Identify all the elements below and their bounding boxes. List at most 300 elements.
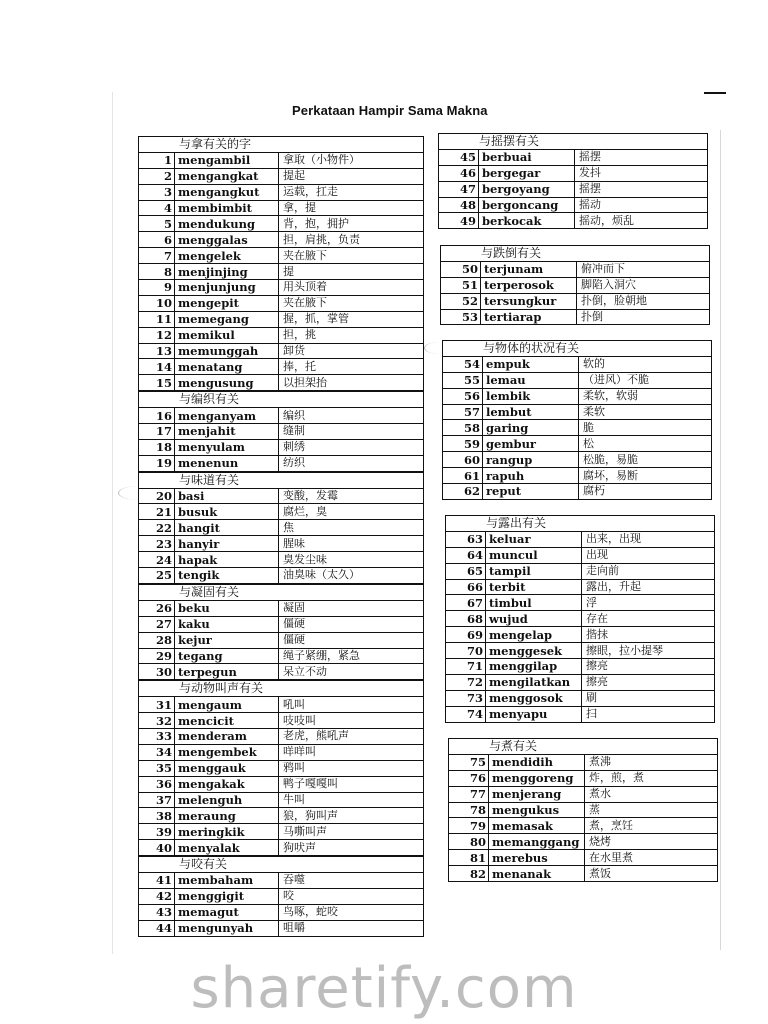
malay-word: mengilatkan [486, 674, 582, 690]
malay-word: lembik [483, 388, 579, 404]
table-row [139, 632, 424, 648]
entry-number: 37 [139, 792, 175, 808]
entry-number: 66 [446, 579, 486, 595]
table-row [139, 439, 424, 455]
entry-number: 70 [446, 643, 486, 659]
vocab-section [138, 472, 424, 584]
malay-word: terjunam [481, 261, 577, 277]
entry-number: 24 [139, 552, 175, 568]
entry-number: 43 [139, 904, 175, 920]
entry-number: 40 [139, 840, 175, 856]
chinese-meaning: 夹在腋下 [279, 248, 424, 264]
table-row [139, 264, 424, 280]
vocab-section [438, 133, 708, 229]
table-row [139, 824, 424, 840]
chinese-meaning: 焦 [279, 520, 424, 536]
entry-number: 56 [443, 388, 483, 404]
table-row [139, 184, 424, 200]
chinese-meaning: 卸货 [279, 343, 424, 359]
entry-number: 4 [139, 200, 175, 216]
malay-word: basi [175, 488, 279, 504]
chinese-meaning: 发抖 [575, 165, 708, 181]
malay-word: merebus [489, 850, 585, 866]
entry-number: 11 [139, 311, 175, 327]
malay-word: terbit [486, 579, 582, 595]
table-row [443, 468, 712, 484]
table-row [139, 504, 424, 520]
watermark-text: sharetify.com [190, 956, 578, 1021]
malay-word: mengelek [175, 248, 279, 264]
entry-number: 8 [139, 264, 175, 280]
malay-word: bergoncang [479, 197, 575, 213]
entry-number: 12 [139, 327, 175, 343]
malay-word: menggauk [175, 760, 279, 776]
table-row [446, 674, 715, 690]
chinese-meaning: 拿，提 [279, 200, 424, 216]
table-row [139, 232, 424, 248]
chinese-meaning: 鸟啄，蛇咬 [279, 904, 424, 920]
table-row [443, 484, 712, 500]
entry-number: 68 [446, 611, 486, 627]
chinese-meaning: 腐烂，臭 [279, 504, 424, 520]
entry-number: 42 [139, 888, 175, 904]
chinese-meaning: 握，抓，掌管 [279, 311, 424, 327]
vocab-table [138, 488, 424, 584]
table-row [139, 808, 424, 824]
table-row [139, 520, 424, 536]
entry-number: 15 [139, 375, 175, 391]
malay-word: menjinjing [175, 264, 279, 280]
malay-word: menanak [489, 866, 585, 882]
table-row [439, 181, 708, 197]
table-row [139, 728, 424, 744]
section-heading: 与编织有关 [138, 391, 424, 407]
table-row [139, 248, 424, 264]
malay-word: berbuai [479, 149, 575, 165]
section-heading: 与跌倒有关 [440, 245, 710, 261]
chinese-meaning: （进风）不脆 [579, 372, 712, 388]
entry-number: 65 [446, 563, 486, 579]
malay-word: mencicit [175, 713, 279, 729]
malay-word: tampil [486, 563, 582, 579]
entry-number: 2 [139, 168, 175, 184]
entry-number: 74 [446, 706, 486, 722]
table-row [439, 213, 708, 229]
table-row [139, 359, 424, 375]
entry-number: 36 [139, 776, 175, 792]
table-row [443, 356, 712, 372]
chinese-meaning: 腥味 [279, 536, 424, 552]
vocab-section [138, 856, 424, 936]
entry-number: 26 [139, 600, 175, 616]
table-row [139, 888, 424, 904]
entry-number: 18 [139, 439, 175, 455]
chinese-meaning: 松脆，易脆 [579, 452, 712, 468]
malay-word: kaku [175, 616, 279, 632]
table-row [139, 168, 424, 184]
entry-number: 54 [443, 356, 483, 372]
chinese-meaning: 脚陷入洞穴 [577, 277, 710, 293]
chinese-meaning: 柔软 [579, 404, 712, 420]
entry-number: 76 [449, 770, 489, 786]
malay-word: lemau [483, 372, 579, 388]
chinese-meaning: 擦亮 [582, 659, 715, 675]
vocab-section [448, 738, 718, 882]
vocab-section [138, 680, 424, 856]
entry-number: 75 [449, 754, 489, 770]
table-row [139, 697, 424, 713]
table-row [139, 760, 424, 776]
table-row [139, 295, 424, 311]
chinese-meaning: 松 [579, 436, 712, 452]
table-row [139, 920, 424, 936]
chinese-meaning: 以担架抬 [279, 375, 424, 391]
entry-number: 1 [139, 152, 175, 168]
malay-word: mengangkat [175, 168, 279, 184]
malay-word: menggosok [486, 690, 582, 706]
entry-number: 63 [446, 531, 486, 547]
entry-number: 23 [139, 536, 175, 552]
entry-number: 79 [449, 818, 489, 834]
corner-mark [704, 92, 726, 94]
malay-word: mengambil [175, 152, 279, 168]
malay-word: menatang [175, 359, 279, 375]
entry-number: 3 [139, 184, 175, 200]
malay-word: lembut [483, 404, 579, 420]
chinese-meaning: 纺织 [279, 455, 424, 471]
chinese-meaning: 软的 [579, 356, 712, 372]
malay-word: busuk [175, 504, 279, 520]
chinese-meaning: 绳子紧绷，紧急 [279, 648, 424, 664]
table-row [139, 744, 424, 760]
chinese-meaning: 烧烤 [585, 834, 718, 850]
malay-word: bergoyang [479, 181, 575, 197]
entry-number: 62 [443, 484, 483, 500]
table-row [139, 664, 424, 680]
chinese-meaning: 提 [279, 264, 424, 280]
chinese-meaning: 蒸 [585, 802, 718, 818]
malay-word: mengepit [175, 295, 279, 311]
chinese-meaning: 摇动，烦乱 [575, 213, 708, 229]
chinese-meaning: 露出，升起 [582, 579, 715, 595]
entry-number: 5 [139, 216, 175, 232]
chinese-meaning: 臭发尘味 [279, 552, 424, 568]
vocab-section [440, 245, 710, 325]
entry-number: 20 [139, 488, 175, 504]
vocab-table [138, 600, 424, 680]
entry-number: 14 [139, 359, 175, 375]
table-row [446, 659, 715, 675]
entry-number: 77 [449, 786, 489, 802]
section-heading: 与露出有关 [445, 515, 715, 531]
entry-number: 82 [449, 866, 489, 882]
chinese-meaning: 牛叫 [279, 792, 424, 808]
entry-number: 9 [139, 280, 175, 296]
entry-number: 44 [139, 920, 175, 936]
entry-number: 73 [446, 690, 486, 706]
malay-word: meringkik [175, 824, 279, 840]
table-row [139, 216, 424, 232]
chinese-meaning: 揩抹 [582, 627, 715, 643]
malay-word: beku [175, 600, 279, 616]
section-heading: 与味道有关 [138, 472, 424, 488]
table-row [443, 404, 712, 420]
section-heading: 与煮有关 [448, 738, 718, 754]
table-row [139, 488, 424, 504]
entry-number: 47 [439, 181, 479, 197]
table-row [139, 408, 424, 424]
table-row [439, 197, 708, 213]
entry-number: 80 [449, 834, 489, 850]
chinese-meaning: 摇摆 [575, 181, 708, 197]
chinese-meaning: 脆 [579, 420, 712, 436]
chinese-meaning: 呆立不动 [279, 664, 424, 680]
chinese-meaning: 狼，狗叫声 [279, 808, 424, 824]
page-title: Perkataan Hampir Sama Makna [292, 103, 488, 118]
chinese-meaning: 夹在腋下 [279, 295, 424, 311]
entry-number: 61 [443, 468, 483, 484]
malay-word: menggoreng [489, 770, 585, 786]
vocab-section [138, 391, 424, 471]
entry-number: 41 [139, 872, 175, 888]
chinese-meaning: 担，肩挑，负责 [279, 232, 424, 248]
chinese-meaning: 腐坏，易断 [579, 468, 712, 484]
table-row [446, 706, 715, 722]
malay-word: memanggang [489, 834, 585, 850]
malay-word: memunggah [175, 343, 279, 359]
table-row [139, 904, 424, 920]
table-row [139, 840, 424, 856]
table-row [441, 293, 710, 309]
malay-word: tertiarap [481, 309, 577, 325]
chinese-meaning: 走向前 [582, 563, 715, 579]
malay-word: membimbit [175, 200, 279, 216]
vocab-table [448, 754, 718, 882]
chinese-meaning: 浮 [582, 595, 715, 611]
chinese-meaning: 担，挑 [279, 327, 424, 343]
section-heading: 与拿有关的字 [138, 136, 424, 152]
table-row [139, 792, 424, 808]
entry-number: 34 [139, 744, 175, 760]
chinese-meaning: 摇动 [575, 197, 708, 213]
entry-number: 10 [139, 295, 175, 311]
entry-number: 59 [443, 436, 483, 452]
malay-word: melenguh [175, 792, 279, 808]
malay-word: menyalak [175, 840, 279, 856]
malay-word: muncul [486, 547, 582, 563]
table-row [139, 552, 424, 568]
table-row [446, 595, 715, 611]
table-row [446, 643, 715, 659]
malay-word: menggigit [175, 888, 279, 904]
table-row [439, 165, 708, 181]
page-edge-line [720, 130, 721, 950]
table-row [446, 547, 715, 563]
table-row [443, 420, 712, 436]
malay-word: keluar [486, 531, 582, 547]
malay-word: gembur [483, 436, 579, 452]
table-row [441, 261, 710, 277]
chinese-meaning: 马嘶叫声 [279, 824, 424, 840]
malay-word: menjahit [175, 424, 279, 440]
malay-word: terpegun [175, 664, 279, 680]
entry-number: 49 [439, 213, 479, 229]
chinese-meaning: 出现 [582, 547, 715, 563]
chinese-meaning: 狗吠声 [279, 840, 424, 856]
malay-word: hapak [175, 552, 279, 568]
vocab-table [138, 152, 424, 391]
chinese-meaning: 存在 [582, 611, 715, 627]
vocab-table [138, 696, 424, 856]
entry-number: 13 [139, 343, 175, 359]
chinese-meaning: 出来，出现 [582, 531, 715, 547]
table-row [443, 436, 712, 452]
entry-number: 6 [139, 232, 175, 248]
table-row [139, 616, 424, 632]
entry-number: 29 [139, 648, 175, 664]
chinese-meaning: 摇摆 [575, 149, 708, 165]
vocab-section [445, 515, 715, 723]
entry-number: 33 [139, 728, 175, 744]
chinese-meaning: 咩咩叫 [279, 744, 424, 760]
chinese-meaning: 僵硬 [279, 632, 424, 648]
malay-word: mengelap [486, 627, 582, 643]
entry-number: 69 [446, 627, 486, 643]
entry-number: 71 [446, 659, 486, 675]
entry-number: 53 [441, 309, 481, 325]
table-row [139, 152, 424, 168]
malay-word: mengembek [175, 744, 279, 760]
chinese-meaning: 俯冲而下 [577, 261, 710, 277]
table-row [139, 375, 424, 391]
section-heading: 与物体的状况有关 [442, 340, 712, 356]
vocab-table [442, 356, 712, 500]
entry-number: 21 [139, 504, 175, 520]
chinese-meaning: 鸦叫 [279, 760, 424, 776]
entry-number: 72 [446, 674, 486, 690]
chinese-meaning: 咬 [279, 888, 424, 904]
malay-word: timbul [486, 595, 582, 611]
malay-word: tengik [175, 568, 279, 584]
chinese-meaning: 吱吱叫 [279, 713, 424, 729]
chinese-meaning: 扑倒 [577, 309, 710, 325]
chinese-meaning: 编织 [279, 408, 424, 424]
table-row [139, 600, 424, 616]
malay-word: mengukus [489, 802, 585, 818]
malay-word: menggalas [175, 232, 279, 248]
chinese-meaning: 捧，托 [279, 359, 424, 375]
right-section-block [440, 245, 710, 325]
chinese-meaning: 腐朽 [579, 484, 712, 500]
malay-word: berkocak [479, 213, 575, 229]
malay-word: memegang [175, 311, 279, 327]
entry-number: 58 [443, 420, 483, 436]
malay-word: tersungkur [481, 293, 577, 309]
entry-number: 19 [139, 455, 175, 471]
chinese-meaning: 鸭子嘎嘎叫 [279, 776, 424, 792]
malay-word: wujud [486, 611, 582, 627]
chinese-meaning: 运载，扛走 [279, 184, 424, 200]
chinese-meaning: 煮沸 [585, 754, 718, 770]
right-section-block [438, 133, 708, 229]
entry-number: 64 [446, 547, 486, 563]
malay-word: rapuh [483, 468, 579, 484]
table-row [441, 309, 710, 325]
malay-word: mendidih [489, 754, 585, 770]
table-row [139, 343, 424, 359]
chinese-meaning: 炸，煎，煮 [585, 770, 718, 786]
table-row [139, 536, 424, 552]
table-row [449, 834, 718, 850]
table-row [446, 531, 715, 547]
entry-number: 35 [139, 760, 175, 776]
table-row [139, 424, 424, 440]
malay-word: menjerang [489, 786, 585, 802]
vocab-section [442, 340, 712, 500]
table-row [443, 452, 712, 468]
table-row [449, 754, 718, 770]
malay-word: memikul [175, 327, 279, 343]
malay-word: mengunyah [175, 920, 279, 936]
left-column [138, 136, 424, 937]
chinese-meaning: 凝固 [279, 600, 424, 616]
table-row [139, 776, 424, 792]
table-row [439, 149, 708, 165]
entry-number: 32 [139, 713, 175, 729]
entry-number: 7 [139, 248, 175, 264]
table-row [449, 770, 718, 786]
table-row [449, 802, 718, 818]
chinese-meaning: 煮饭 [585, 866, 718, 882]
chinese-meaning: 油臭味（太久） [279, 568, 424, 584]
table-row [139, 311, 424, 327]
table-row [139, 455, 424, 471]
chinese-meaning: 老虎，熊吼声 [279, 728, 424, 744]
malay-word: hanyir [175, 536, 279, 552]
right-section-block [445, 515, 715, 723]
right-section-block [448, 738, 718, 882]
malay-word: menggilap [486, 659, 582, 675]
chinese-meaning: 煮，烹饪 [585, 818, 718, 834]
vocab-section [138, 584, 424, 680]
malay-word: menderam [175, 728, 279, 744]
table-row [446, 627, 715, 643]
entry-number: 57 [443, 404, 483, 420]
chinese-meaning: 吼叫 [279, 697, 424, 713]
vocab-table [138, 407, 424, 472]
vocab-table [438, 149, 708, 229]
malay-word: tegang [175, 648, 279, 664]
table-row [139, 872, 424, 888]
chinese-meaning: 在水里煮 [585, 850, 718, 866]
entry-number: 78 [449, 802, 489, 818]
malay-word: bergegar [479, 165, 575, 181]
chinese-meaning: 刺绣 [279, 439, 424, 455]
malay-word: hangit [175, 520, 279, 536]
table-row [441, 277, 710, 293]
entry-number: 81 [449, 850, 489, 866]
chinese-meaning: 咀嚼 [279, 920, 424, 936]
malay-word: meraung [175, 808, 279, 824]
table-row [446, 579, 715, 595]
entry-number: 25 [139, 568, 175, 584]
table-row [446, 563, 715, 579]
malay-word: mengakak [175, 776, 279, 792]
entry-number: 46 [439, 165, 479, 181]
entry-number: 50 [441, 261, 481, 277]
chinese-meaning: 刷 [582, 690, 715, 706]
entry-number: 28 [139, 632, 175, 648]
